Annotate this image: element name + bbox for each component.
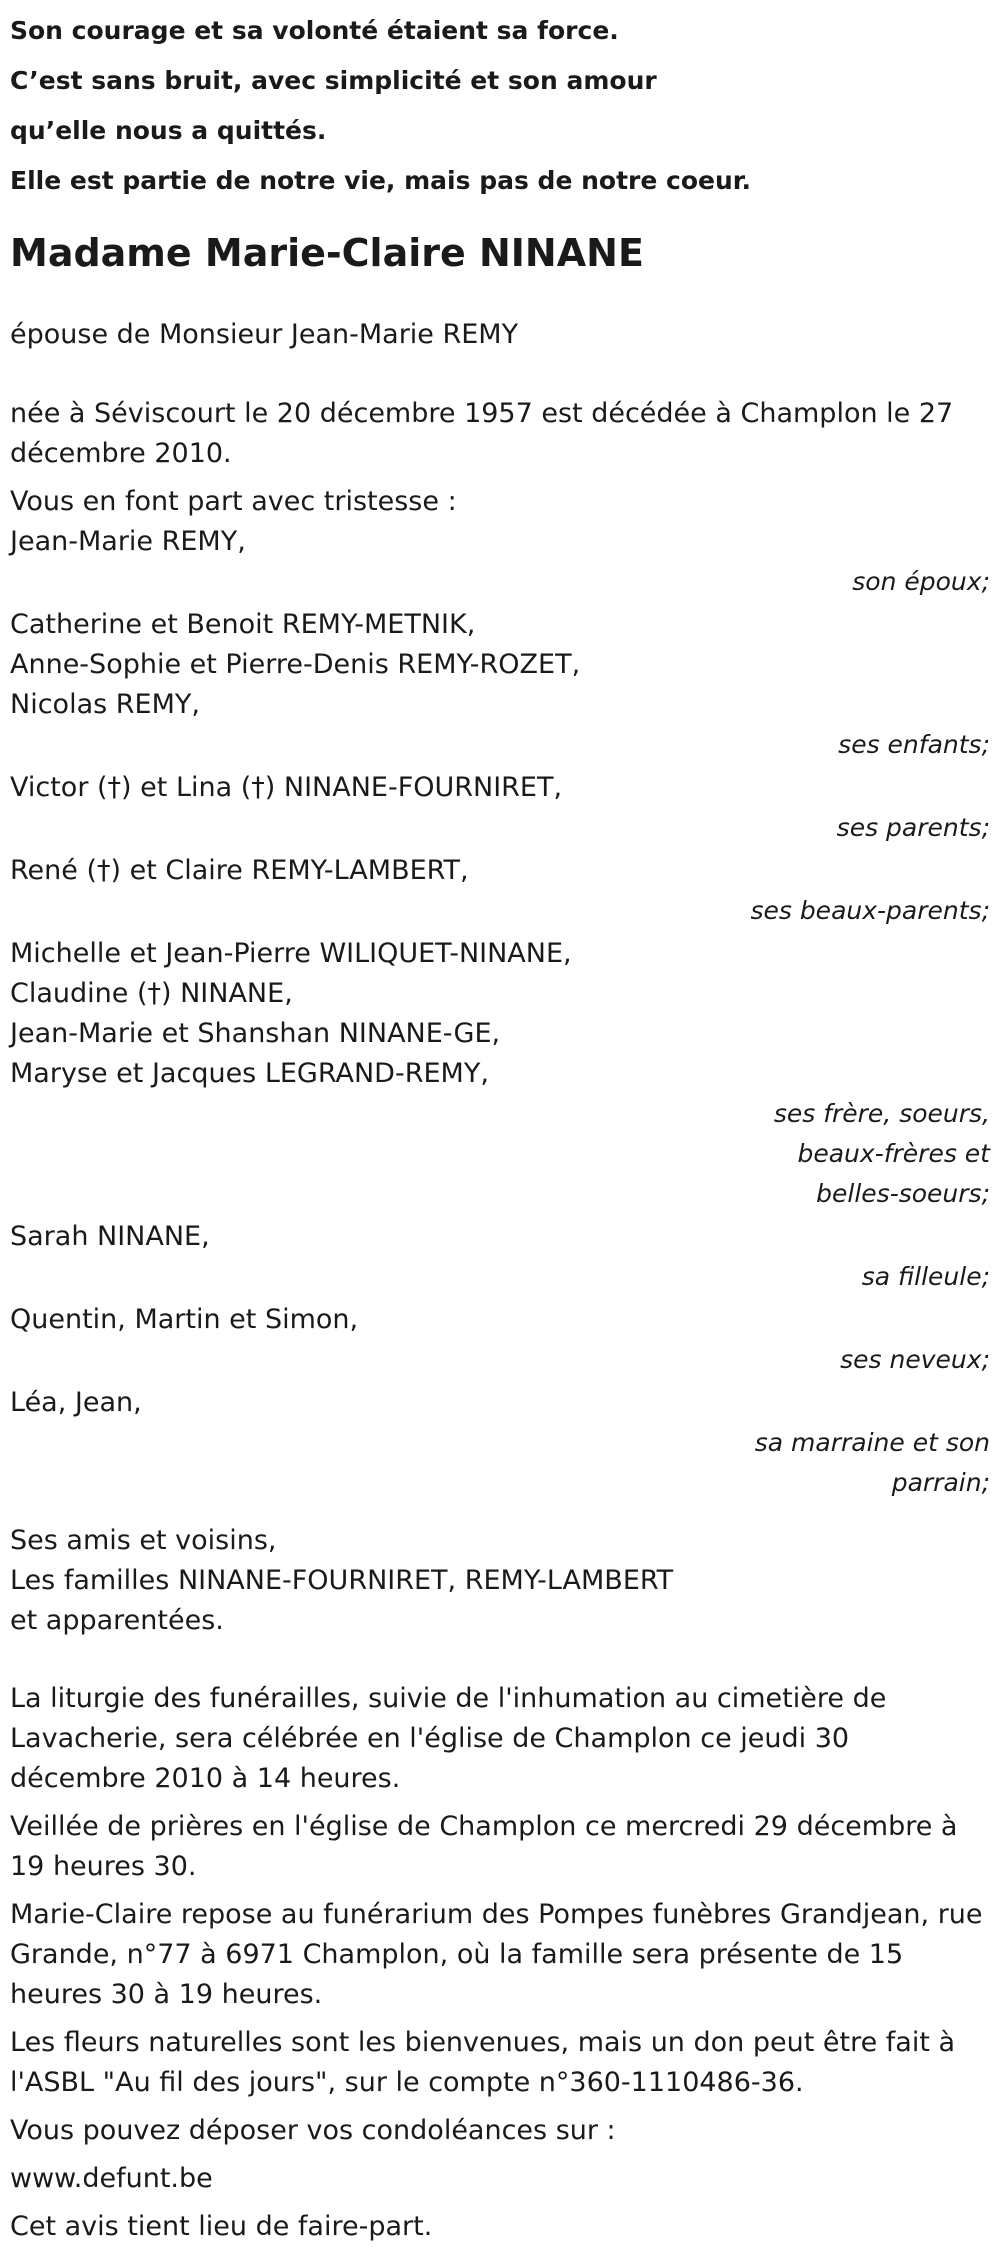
family-relation: sa filleule; <box>861 1262 990 1291</box>
family-name-line: Nicolas REMY, <box>10 689 200 720</box>
intro-line: Son courage et sa volonté étaient sa force. <box>10 16 619 45</box>
announcement-line: Vous en font part avec tristesse : <box>10 486 457 517</box>
family-name-line: René (†) et Claire REMY-LAMBERT, <box>10 855 469 886</box>
family-group-parents <box>10 768 990 848</box>
family-group-godparents <box>10 1383 990 1503</box>
family-name-line: Claudine (†) NINANE, <box>10 978 293 1009</box>
family-name-line: Sarah NINANE, <box>10 1221 210 1252</box>
funeral-info: La liturgie des funérailles, suivie de l'inhumation au cimetière de Lavacherie, sera célébrée en l'église de Champlon ce jeudi 30 décembre 2010 à 14 heures. <box>10 1683 887 1794</box>
spouse-line: épouse de Monsieur Jean-Marie REMY <box>10 319 519 350</box>
family-group-goddaughter <box>10 1217 990 1297</box>
friends-line: et apparentées. <box>10 1605 224 1636</box>
family-name-line: Quentin, Martin et Simon, <box>10 1304 359 1335</box>
intro-line: C’est sans bruit, avec simplicité et son amour <box>10 66 657 95</box>
family-relation: ses neveux; <box>840 1345 990 1374</box>
family-name-line: Léa, Jean, <box>10 1387 142 1418</box>
family-relation: ses frère, soeurs, <box>773 1099 990 1128</box>
family-relation: sa marraine et son <box>754 1428 990 1457</box>
vigil-info: Veillée de prières en l'église de Champlon ce mercredi 29 décembre à 19 heures 30. <box>10 1811 958 1882</box>
friends-line: Les familles NINANE-FOURNIRET, REMY-LAMBERT <box>10 1565 674 1596</box>
family-relation: ses enfants; <box>838 730 990 759</box>
flowers-info: Les fleurs naturelles sont les bienvenues, mais un don peut être fait à l'ASBL "Au fil des jours", sur le compte n°360-1110486-36. <box>10 2027 956 2098</box>
condolences-text: Vous pouvez déposer vos condoléances sur : <box>10 2115 616 2146</box>
family-name-line: Michelle et Jean-Pierre WILIQUET-NINANE, <box>10 938 572 969</box>
family-group-spouse <box>10 522 990 602</box>
funerarium-info: Marie-Claire repose au funérarium des Pompes funèbres Grandjean, rue Grande, n°77 à 6971 Champlon, où la famille sera présente de 15 heures 30 à 19 heures. <box>10 1899 983 2010</box>
family-name-line: Catherine et Benoit REMY-METNIK, <box>10 609 476 640</box>
deceased-name: Madame Marie-Claire NINANE <box>10 231 644 275</box>
family-name-line: Victor (†) et Lina (†) NINANE-FOURNIRET, <box>10 772 563 803</box>
family-relation: beaux-frères et <box>797 1139 990 1168</box>
family-name-line: Anne-Sophie et Pierre-Denis REMY-ROZET, <box>10 649 581 680</box>
birth-death-line: née à Séviscourt le 20 décembre 1957 est décédée à Champlon le 27 décembre 2010. <box>10 398 954 469</box>
intro-line: Elle est partie de notre vie, mais pas de notre coeur. <box>10 166 752 195</box>
friends-line: Ses amis et voisins, <box>10 1525 277 1556</box>
family-relation: ses parents; <box>836 813 990 842</box>
family-group-siblings <box>10 934 990 1214</box>
family-relation: belles-soeurs; <box>816 1179 990 1208</box>
family-group-children <box>10 605 990 765</box>
friends-block <box>10 1521 990 1641</box>
family-name-line: Maryse et Jacques LEGRAND-REMY, <box>10 1058 489 1089</box>
family-group-parents-in-law <box>10 851 990 931</box>
website-link[interactable]: www.defunt.be <box>10 2163 213 2194</box>
family-name-line: Jean-Marie et Shanshan NINANE-GE, <box>10 1018 501 1049</box>
family-relation: ses beaux-parents; <box>750 896 990 925</box>
intro-line: qu’elle nous a quittés. <box>10 116 327 145</box>
family-relation: parrain; <box>891 1468 990 1497</box>
intro-quote <box>10 0 1000 206</box>
family-name-line: Jean-Marie REMY, <box>10 526 246 557</box>
family-relation: son époux; <box>852 567 990 596</box>
family-group-nephews <box>10 1300 990 1380</box>
closing-line: Cet avis tient lieu de faire-part. <box>10 2211 433 2242</box>
